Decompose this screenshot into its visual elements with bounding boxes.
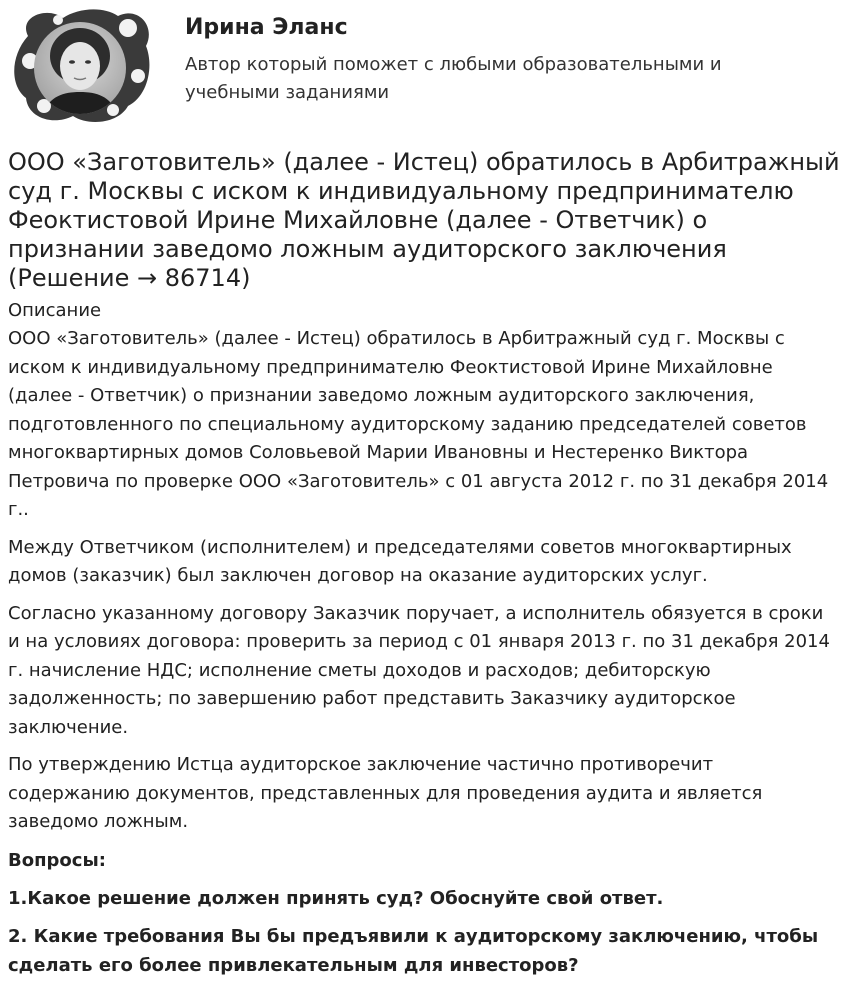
avatar-image (8, 6, 154, 126)
avatar[interactable] (8, 6, 154, 126)
paragraph: Между Ответчиком (исполнителем) и председателями советов многоквартирных домов (заказчик) был заключен договор на оказание аудиторских услуг. (8, 536, 792, 586)
author-description: Автор который поможет с любыми образовательными и учебными заданиями (185, 54, 722, 103)
author-block (8, 6, 838, 126)
question-item: 2. Какие требования Вы бы предъявили к аудиторскому заключению, чтобы сделать его более привлекательным для инвесторов? (8, 925, 819, 976)
description-label: Описание (8, 300, 102, 321)
paragraph: Согласно указанному договору Заказчик поручает, а исполнитель обязуется в сроки и на условиях договора: проверить за период с 01 января 2013 г. по 31 декабря 2014 г. начисление НДС; исполнение сметы доходов и расходов; дебиторскую задолженность; по завершению работ представить Заказчику аудиторское заключение. (8, 602, 830, 738)
article (8, 148, 840, 989)
paragraph: По утверждению Истца аудиторское заключение частично противоречит содержанию документов, представленных для проведения аудита и является заведомо ложным. (8, 754, 763, 832)
paragraph: ООО «Заготовитель» (далее - Истец) обратилось в Арбитражный суд г. Москвы с иском к индивидуальному предпринимателю Феоктистовой Ирине Михайловне (далее - Ответчик) о признании заведомо ложным аудиторского заключения, подготовленного по специальному аудиторскому заданию председателей советов многоквартирных домов Соловьевой Марии Ивановны и Нестеренко Виктора Петровича по проверке ООО «Заготовитель» с 01 августа 2012 г. по 31 декабря 2014 г.. (8, 328, 829, 520)
article-title: ООО «Заготовитель» (далее - Истец) обратилось в Арбитражный суд г. Москвы с иском к индивидуальному предпринимателю Феоктистовой Ирине Михайловне (далее - Ответчик) о признании заведомо ложным аудиторского заключения (Решение → 86714) (8, 148, 840, 292)
questions-label: Вопросы: (8, 849, 106, 871)
author-name[interactable]: Ирина Эланс (185, 15, 348, 40)
question-item: 1.Какое решение должен принять суд? Обоснуйте свой ответ. (8, 887, 664, 909)
